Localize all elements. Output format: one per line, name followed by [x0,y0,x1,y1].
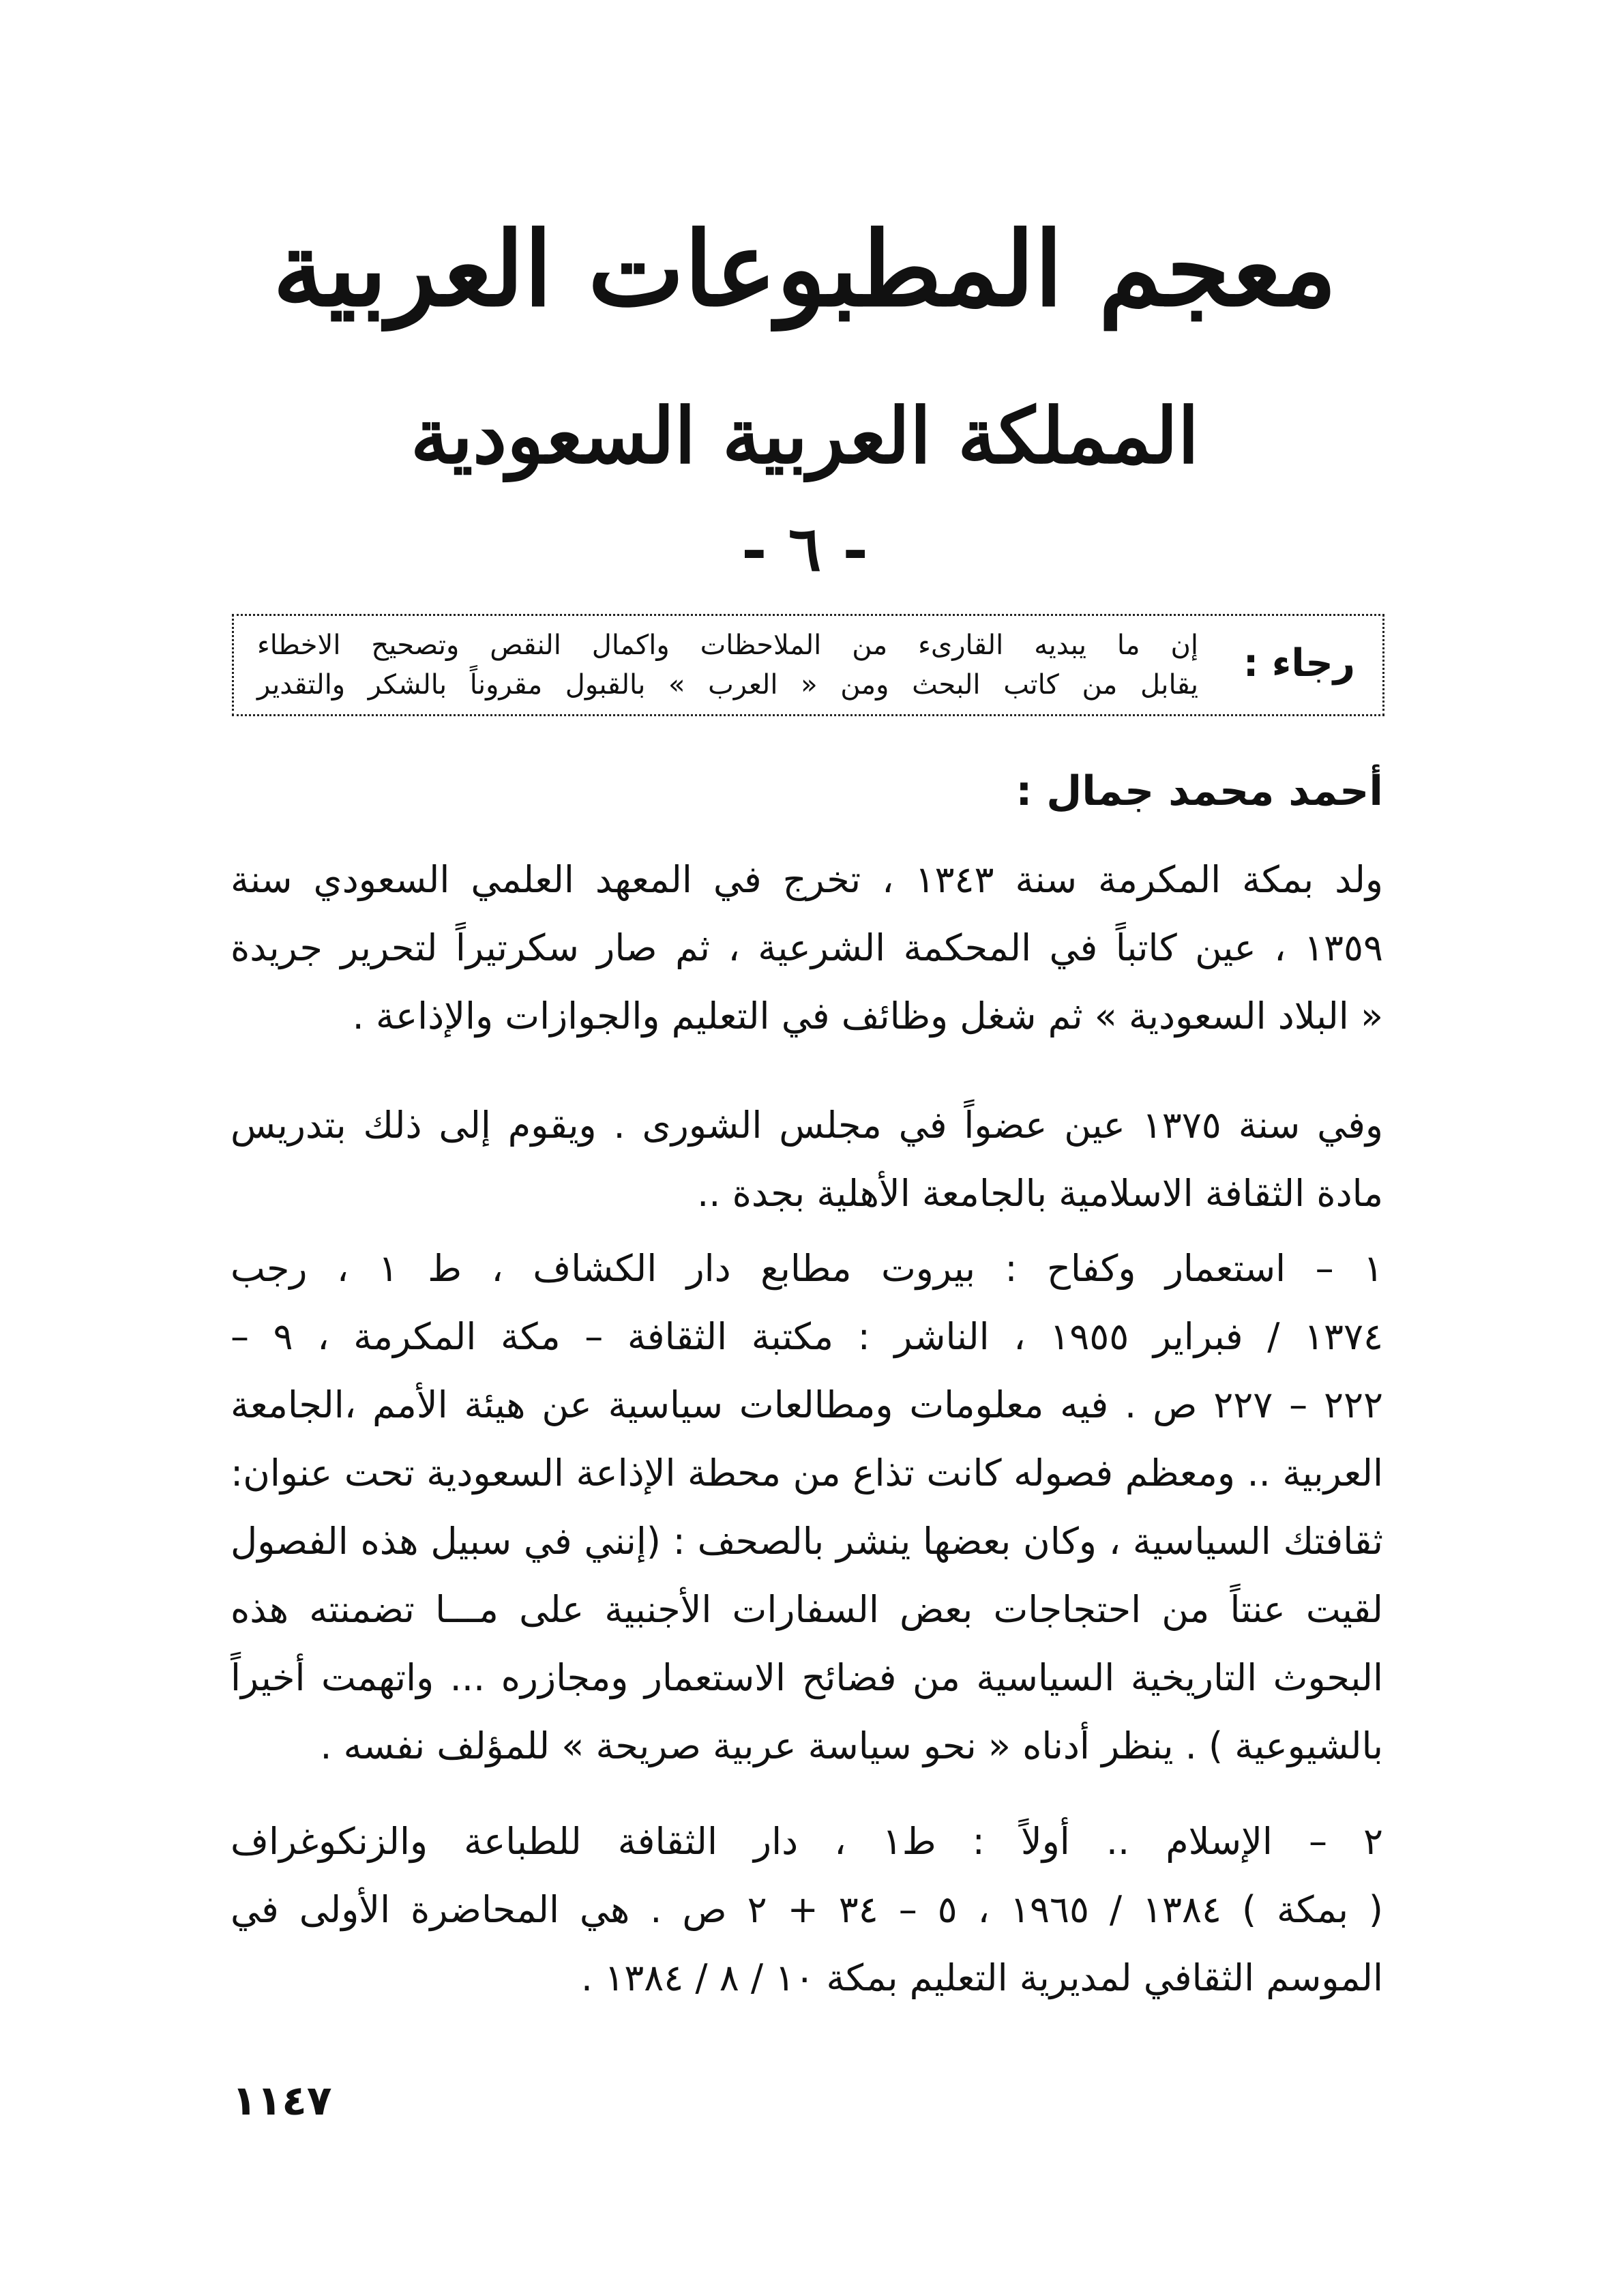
text-line: « البلاد السعودية » ثم شغل وظائف في التعليم والجوازات والإذاعة . [352,995,1383,1037]
notice-box [232,614,1384,716]
notice-line: يقابل من كاتب البحث ومن « العرب » بالقبول مقروناً بالشكر والتقدير [257,669,1198,701]
text-line: لقيت عنتاً من احتجاجات بعض السفارات الأجنبية على مـــا تضمنته هذه [231,1588,1383,1631]
notice-line: إن ما يبديه القارىء من الملاحظات واكمال النقص وتصحيح الاخطاء [257,630,1198,661]
dictionary-title: معجم المطبوعات العربية [272,209,1337,329]
notice-text [257,625,1198,705]
text-line: ١ – استعمار وكفاح : بيروت مطابع دار الكشاف ، ط ١ ، رجب [231,1247,1383,1290]
text-line: ثقافتك السياسية ، وكان بعضها ينشر بالصحف : (إنني في سبيل هذه الفصول [231,1520,1383,1563]
work-entry [231,1808,1383,2012]
bio-paragraph [231,846,1383,1050]
text-line: وفي سنة ١٣٧٥ عين عضواً في مجلس الشورى . ويقوم إلى ذلك بتدريس [231,1104,1383,1147]
text-line: مادة الثقافة الاسلامية بالجامعة الأهلية بجدة .. [697,1172,1383,1215]
text-line: بالشيوعية ) . ينظر أدناه « نحو سياسة عربية صريحة » للمؤلف نفسه . [320,1724,1383,1767]
bio-paragraph [231,1091,1383,1228]
text-line: ولد بمكة المكرمة سنة ١٣٤٣ ، تخرج في المعهد العلمي السعودي سنة [231,858,1383,901]
text-line: ( بمكة ) ١٣٨٤ / ١٩٦٥ ، ٥ – ٣٤ + ٢ ص . هي المحاضرة الأولى في [231,1888,1383,1931]
text-line: ٢٢٢ – ٢٢٧ ص . فيه معلومات ومطالعات سياسية عن هيئة الأمم ،الجامعة [231,1383,1383,1426]
text-line: البحوث التاريخية السياسية من فضائح الاستعمار ومجازره ... واتهمت أخيراً [231,1656,1383,1699]
text-line: الموسم الثقافي لمديرية التعليم بمكة ١٠ / ٨ / ١٣٨٤ . [580,1956,1383,1999]
text-line: العربية .. ومعظم فصوله كانت تذاع من محطة الإذاعة السعودية تحت عنوان: [231,1452,1383,1495]
page-number: ١١٤٧ [232,2077,332,2125]
text-line: ١٣٧٤ / فبراير ١٩٥٥ ، الناشر : مكتبة الثقافة – مكة المكرمة ، ٩ – [231,1315,1383,1358]
text-line: ٢ – الإسلام .. أولاً : ط١ ، دار الثقافة للطباعة والزنكوغراف [231,1820,1383,1863]
country-subtitle: المملكة العربية السعودية [411,392,1199,481]
notice-label: رجاء : [1243,641,1355,686]
volume-number: - ٦ - [741,513,868,585]
author-heading: أحمد محمد جمال : [1016,767,1383,815]
work-entry [231,1235,1383,1780]
text-line: ١٣٥٩ ، عين كاتباً في المحكمة الشرعية ، ثم صار سكرتيراً لتحرير جريدة [231,926,1383,969]
